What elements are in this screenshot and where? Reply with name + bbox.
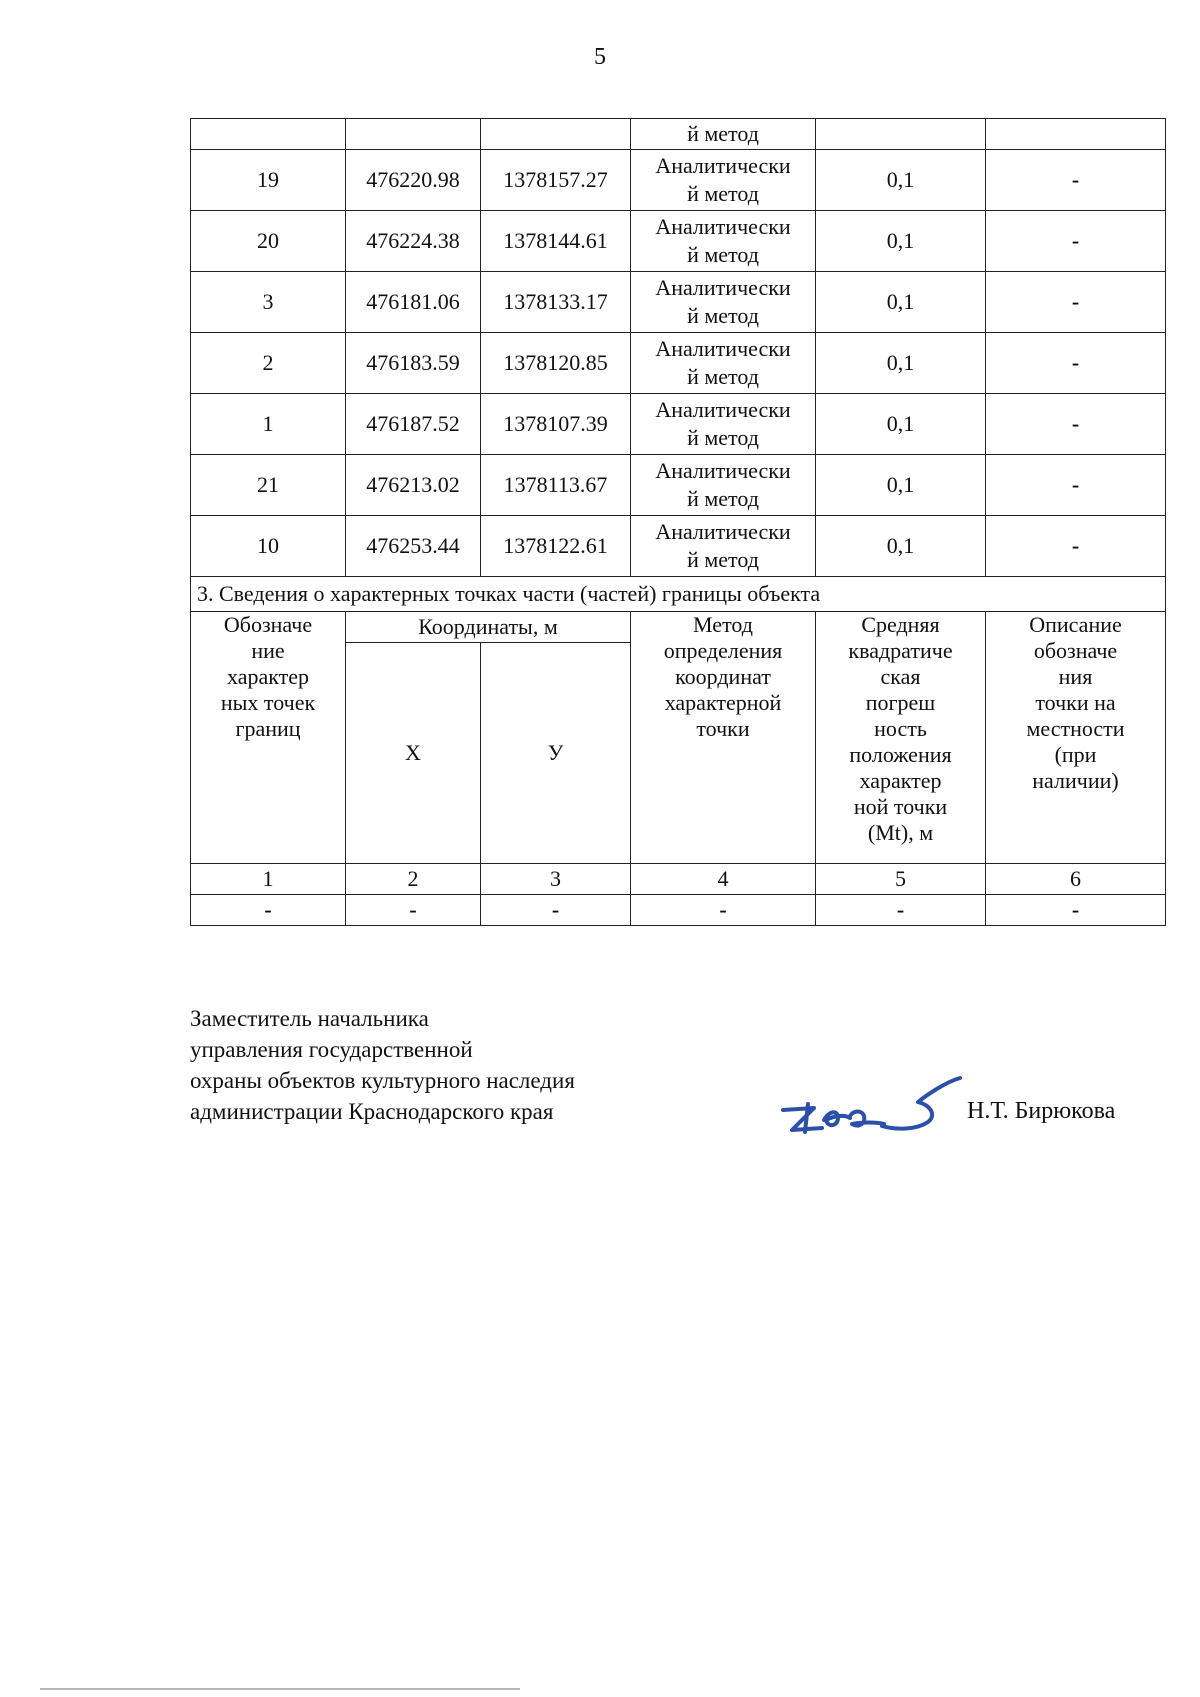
table-row	[191, 455, 1166, 516]
signer-position	[190, 1003, 575, 1127]
description-value: -	[986, 211, 1166, 272]
x-coordinate: 476183.59	[346, 333, 481, 394]
cell-line: положения	[849, 742, 952, 767]
x-coordinate: 476253.44	[346, 516, 481, 577]
cell-line: Обозначе	[223, 612, 313, 637]
point-id: 20	[191, 211, 346, 272]
x-coordinate: 476213.02	[346, 455, 481, 516]
y-coordinate: 1378122.61	[481, 516, 631, 577]
cell-line: (при	[1054, 742, 1097, 767]
error-value: 0,1	[816, 211, 986, 272]
cell-line: Аналитически	[655, 397, 791, 422]
cell-line: (Mt), м	[867, 820, 934, 845]
signer-name: Н.Т. Бирюкова	[967, 1098, 1116, 1124]
empty-cell: -	[631, 895, 816, 926]
method-tail: й метод	[631, 119, 816, 150]
method-cell	[631, 394, 816, 455]
error-value: 0,1	[816, 394, 986, 455]
header-coordinates: Координаты, м	[346, 612, 631, 643]
cell-line: определения	[663, 638, 783, 663]
description-value: -	[986, 516, 1166, 577]
point-id: 21	[191, 455, 346, 516]
error-value: 0,1	[816, 333, 986, 394]
x-coordinate: 476181.06	[346, 272, 481, 333]
point-id: 10	[191, 516, 346, 577]
table-row	[191, 895, 1166, 926]
y-coordinate: 1378133.17	[481, 272, 631, 333]
cell-line: й метод	[687, 303, 759, 328]
column-number: 5	[816, 864, 986, 895]
cell-line: координат	[675, 664, 771, 689]
cell-line: й метод	[687, 486, 759, 511]
signer-line: охраны объектов культурного наследия	[190, 1068, 575, 1093]
cell-line: характерной	[664, 690, 782, 715]
handwritten-signature	[778, 1058, 963, 1138]
section-title: 3. Сведения о характерных точках части (частей) границы объекта	[191, 577, 1166, 612]
error-value: 0,1	[816, 455, 986, 516]
signer-line: администрации Краснодарского края	[190, 1099, 554, 1124]
empty-cell: -	[816, 895, 986, 926]
cell-line: наличии)	[1032, 768, 1119, 793]
point-id: 2	[191, 333, 346, 394]
cell-line: ская	[880, 664, 921, 689]
cell-line: Метод	[693, 612, 753, 637]
section-row	[191, 577, 1166, 612]
cell-line: границ	[235, 716, 301, 741]
cell-line: ние	[251, 638, 285, 663]
y-coordinate: 1378113.67	[481, 455, 631, 516]
header-description	[986, 612, 1166, 864]
cell-line: Аналитически	[655, 214, 791, 239]
point-id: 1	[191, 394, 346, 455]
header-y: У	[481, 643, 631, 864]
cell-line: ния	[1058, 664, 1093, 689]
description-value: -	[986, 455, 1166, 516]
description-value: -	[986, 272, 1166, 333]
cell-line: Описание	[1029, 612, 1122, 637]
cell-line: й метод	[687, 242, 759, 267]
header-error	[816, 612, 986, 864]
cell-line: Аналитически	[655, 275, 791, 300]
error-value: 0,1	[816, 150, 986, 211]
table-row	[191, 150, 1166, 211]
column-number: 4	[631, 864, 816, 895]
method-cell	[631, 150, 816, 211]
column-number: 2	[346, 864, 481, 895]
y-coordinate: 1378120.85	[481, 333, 631, 394]
signer-line: управления государственной	[190, 1037, 473, 1062]
y-coordinate: 1378144.61	[481, 211, 631, 272]
cell-line: квадратиче	[848, 638, 953, 663]
cell-line: Аналитически	[655, 153, 791, 178]
x-coordinate: 476187.52	[346, 394, 481, 455]
header-point-designation	[191, 612, 346, 864]
method-cell	[631, 211, 816, 272]
scan-edge-line	[40, 1688, 520, 1690]
table-row	[191, 333, 1166, 394]
cell-line: точки на	[1035, 690, 1116, 715]
method-cell	[631, 272, 816, 333]
description-value: -	[986, 333, 1166, 394]
coordinates-table	[190, 118, 1166, 926]
cell-line: й метод	[687, 425, 759, 450]
method-cell	[631, 333, 816, 394]
column-number: 3	[481, 864, 631, 895]
cell-line: Аналитически	[655, 458, 791, 483]
x-coordinate: 476220.98	[346, 150, 481, 211]
cell-line: й метод	[687, 547, 759, 572]
cell-line: й метод	[687, 181, 759, 206]
x-coordinate: 476224.38	[346, 211, 481, 272]
error-value: 0,1	[816, 272, 986, 333]
point-id: 19	[191, 150, 346, 211]
column-number: 6	[986, 864, 1166, 895]
table-row	[191, 516, 1166, 577]
column-number: 1	[191, 864, 346, 895]
point-id: 3	[191, 272, 346, 333]
cell-line: местности	[1026, 716, 1125, 741]
method-cell	[631, 455, 816, 516]
continued-row	[191, 119, 1166, 150]
table-row	[191, 272, 1166, 333]
empty-cell: -	[481, 895, 631, 926]
cell-line: ных точек	[220, 690, 316, 715]
cell-line: ность	[874, 716, 927, 741]
table-row	[191, 394, 1166, 455]
empty-cell: -	[191, 895, 346, 926]
cell-line: й метод	[687, 364, 759, 389]
header-row	[191, 612, 1166, 643]
empty-cell: -	[986, 895, 1166, 926]
cell-line: точки	[696, 716, 750, 741]
table-row	[191, 211, 1166, 272]
method-cell	[631, 516, 816, 577]
header-x: X	[346, 643, 481, 864]
description-value: -	[986, 394, 1166, 455]
cell-line: обозначе	[1033, 638, 1118, 663]
cell-line: Средняя	[861, 612, 940, 637]
empty-cell: -	[346, 895, 481, 926]
y-coordinate: 1378107.39	[481, 394, 631, 455]
error-value: 0,1	[816, 516, 986, 577]
header-method	[631, 612, 816, 864]
cell-line: характер	[226, 664, 310, 689]
cell-line: погреш	[865, 690, 936, 715]
y-coordinate: 1378157.27	[481, 150, 631, 211]
cell-line: характер	[859, 768, 942, 793]
page-number: 5	[594, 44, 606, 70]
signer-line: Заместитель начальника	[190, 1006, 429, 1031]
cell-line: ной точки	[853, 794, 948, 819]
description-value: -	[986, 150, 1166, 211]
cell-line: Аналитически	[655, 336, 791, 361]
column-number-row	[191, 864, 1166, 895]
cell-line: Аналитически	[655, 519, 791, 544]
